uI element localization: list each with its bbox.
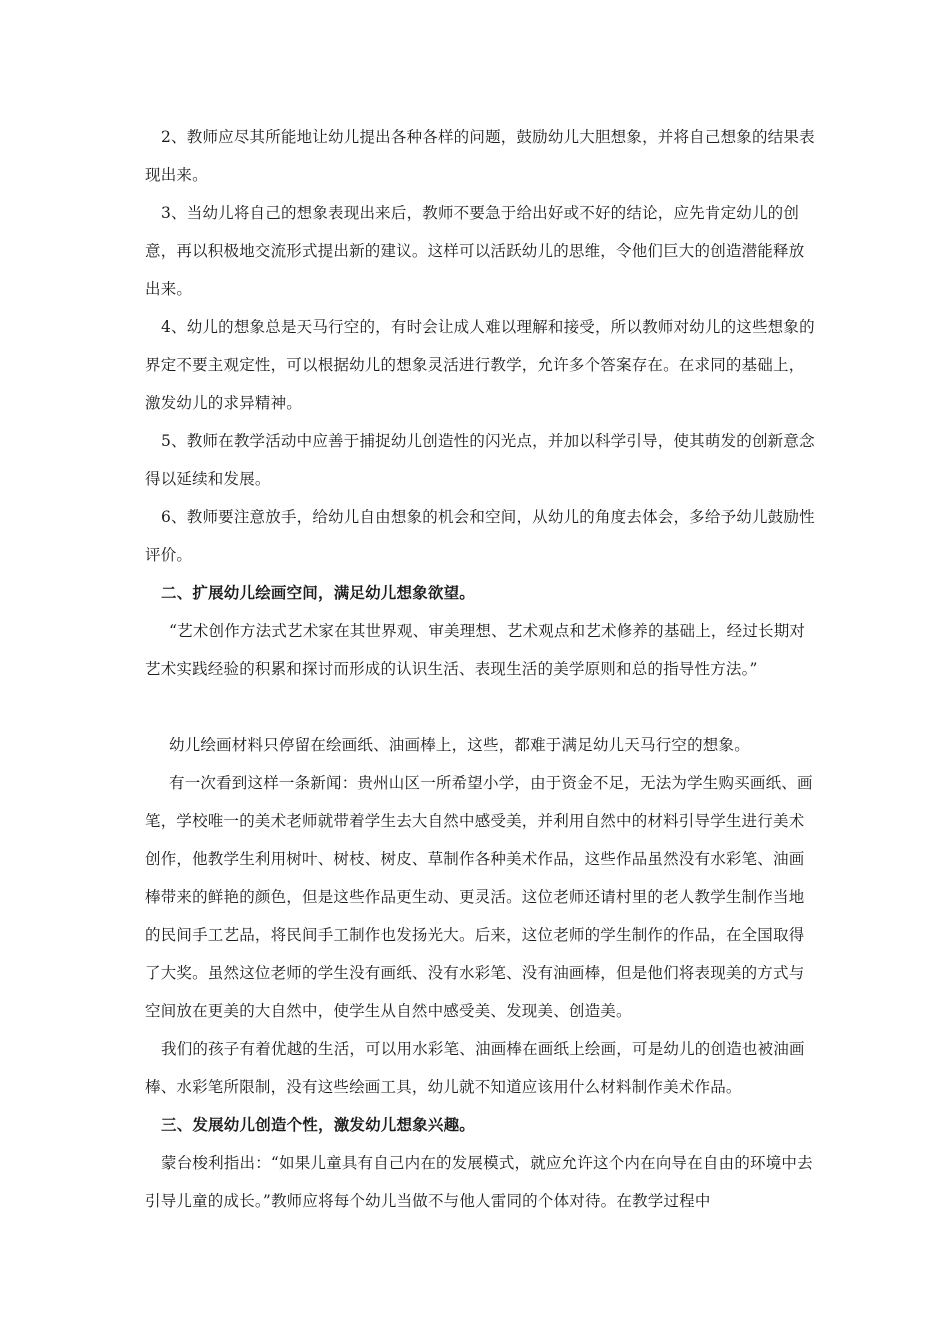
- paragraph-materials: 幼儿绘画材料只停留在绘画纸、油画棒上，这些，都难于满足幼儿天马行空的想象。: [169, 736, 750, 754]
- quote-paragraph: “艺术创作方法式艺术家在其世界观、审美理想、艺术观点和艺术修养的基础上，经过长期对艺术实践经验的积累和探讨而形成的认识生活、表现生活的美学原则和总的指导性方法。”: [145, 622, 806, 678]
- paragraph-item-6: 6、教师要注意放手，给幼儿自由想象的机会和空间，从幼儿的角度去体会，多给予幼儿鼓励性评价。: [145, 508, 815, 564]
- paragraph-item-3: 3、当幼儿将自己的想象表现出来后，教师不要急于给出好或不好的结论，应先肯定幼儿的创意，再以积极地交流形式提出新的建议。这样可以活跃幼儿的思维，令他们巨大的创造潜能释放出来。: [145, 204, 805, 298]
- paragraph-item-2: 2、教师应尽其所能地让幼儿提出各种各样的问题，鼓励幼儿大胆想象，并将自己想象的结果表现出来。: [145, 128, 815, 184]
- paragraph-news-story: 有一次看到这样一条新闻：贵州山区一所希望小学，由于资金不足，无法为学生购买画纸、画笔，学校唯一的美术老师就带着学生去大自然中感受美，并利用自然中的材料引导学生进行美术创作，他教学生利用树叶、树枝、树皮、草制作各种美术作品，这些作品虽然没有水彩笔、油画棒带来的鲜艳的颜色，但是这些作品更生动、更灵活。这位老师还请村里的老人教学生制作当地的民间手工艺品，将民间手工制作也发扬光大。后来，这位老师的学生制作的作品，在全国取得了大奖。虽然这位老师的学生没有画纸、没有水彩笔、没有油画棒，但是他们将表现美的方式与空间放在更美的大自然中，使学生从自然中感受美、发现美、创造美。: [145, 774, 813, 1020]
- section-heading-2: 二、扩展幼儿绘画空间，满足幼儿想象欲望。: [161, 583, 476, 602]
- paragraph-item-4: 4、幼儿的想象总是天马行空的，有时会让成人难以理解和接受，所以教师对幼儿的这些想象的界定不要主观定性，可以根据幼儿的想象灵活进行教学，允许多个答案存在。在求同的基础上，激发幼儿的求异精神。: [145, 318, 815, 412]
- paragraph-our-children: 我们的孩子有着优越的生活，可以用水彩笔、油画棒在画纸上绘画，可是幼儿的创造也被油画棒、水彩笔所限制，没有这些绘画工具，幼儿就不知道应该用什么材料制作美术作品。: [145, 1040, 805, 1096]
- paragraph-item-5: 5、教师在教学活动中应善于捕捉幼儿创造性的闪光点，并加以科学引导，使其萌发的创新意念得以延续和发展。: [145, 432, 815, 488]
- paragraph-montessori: 蒙台梭利指出：“如果儿童具有自己内在的发展模式，就应允许这个内在向导在自由的环境中去引导儿童的成长。”教师应将每个幼儿当做不与他人雷同的个体对待。在教学过程中: [145, 1154, 813, 1210]
- section-heading-3: 三、发展幼儿创造个性，激发幼儿想象兴趣。: [161, 1115, 476, 1134]
